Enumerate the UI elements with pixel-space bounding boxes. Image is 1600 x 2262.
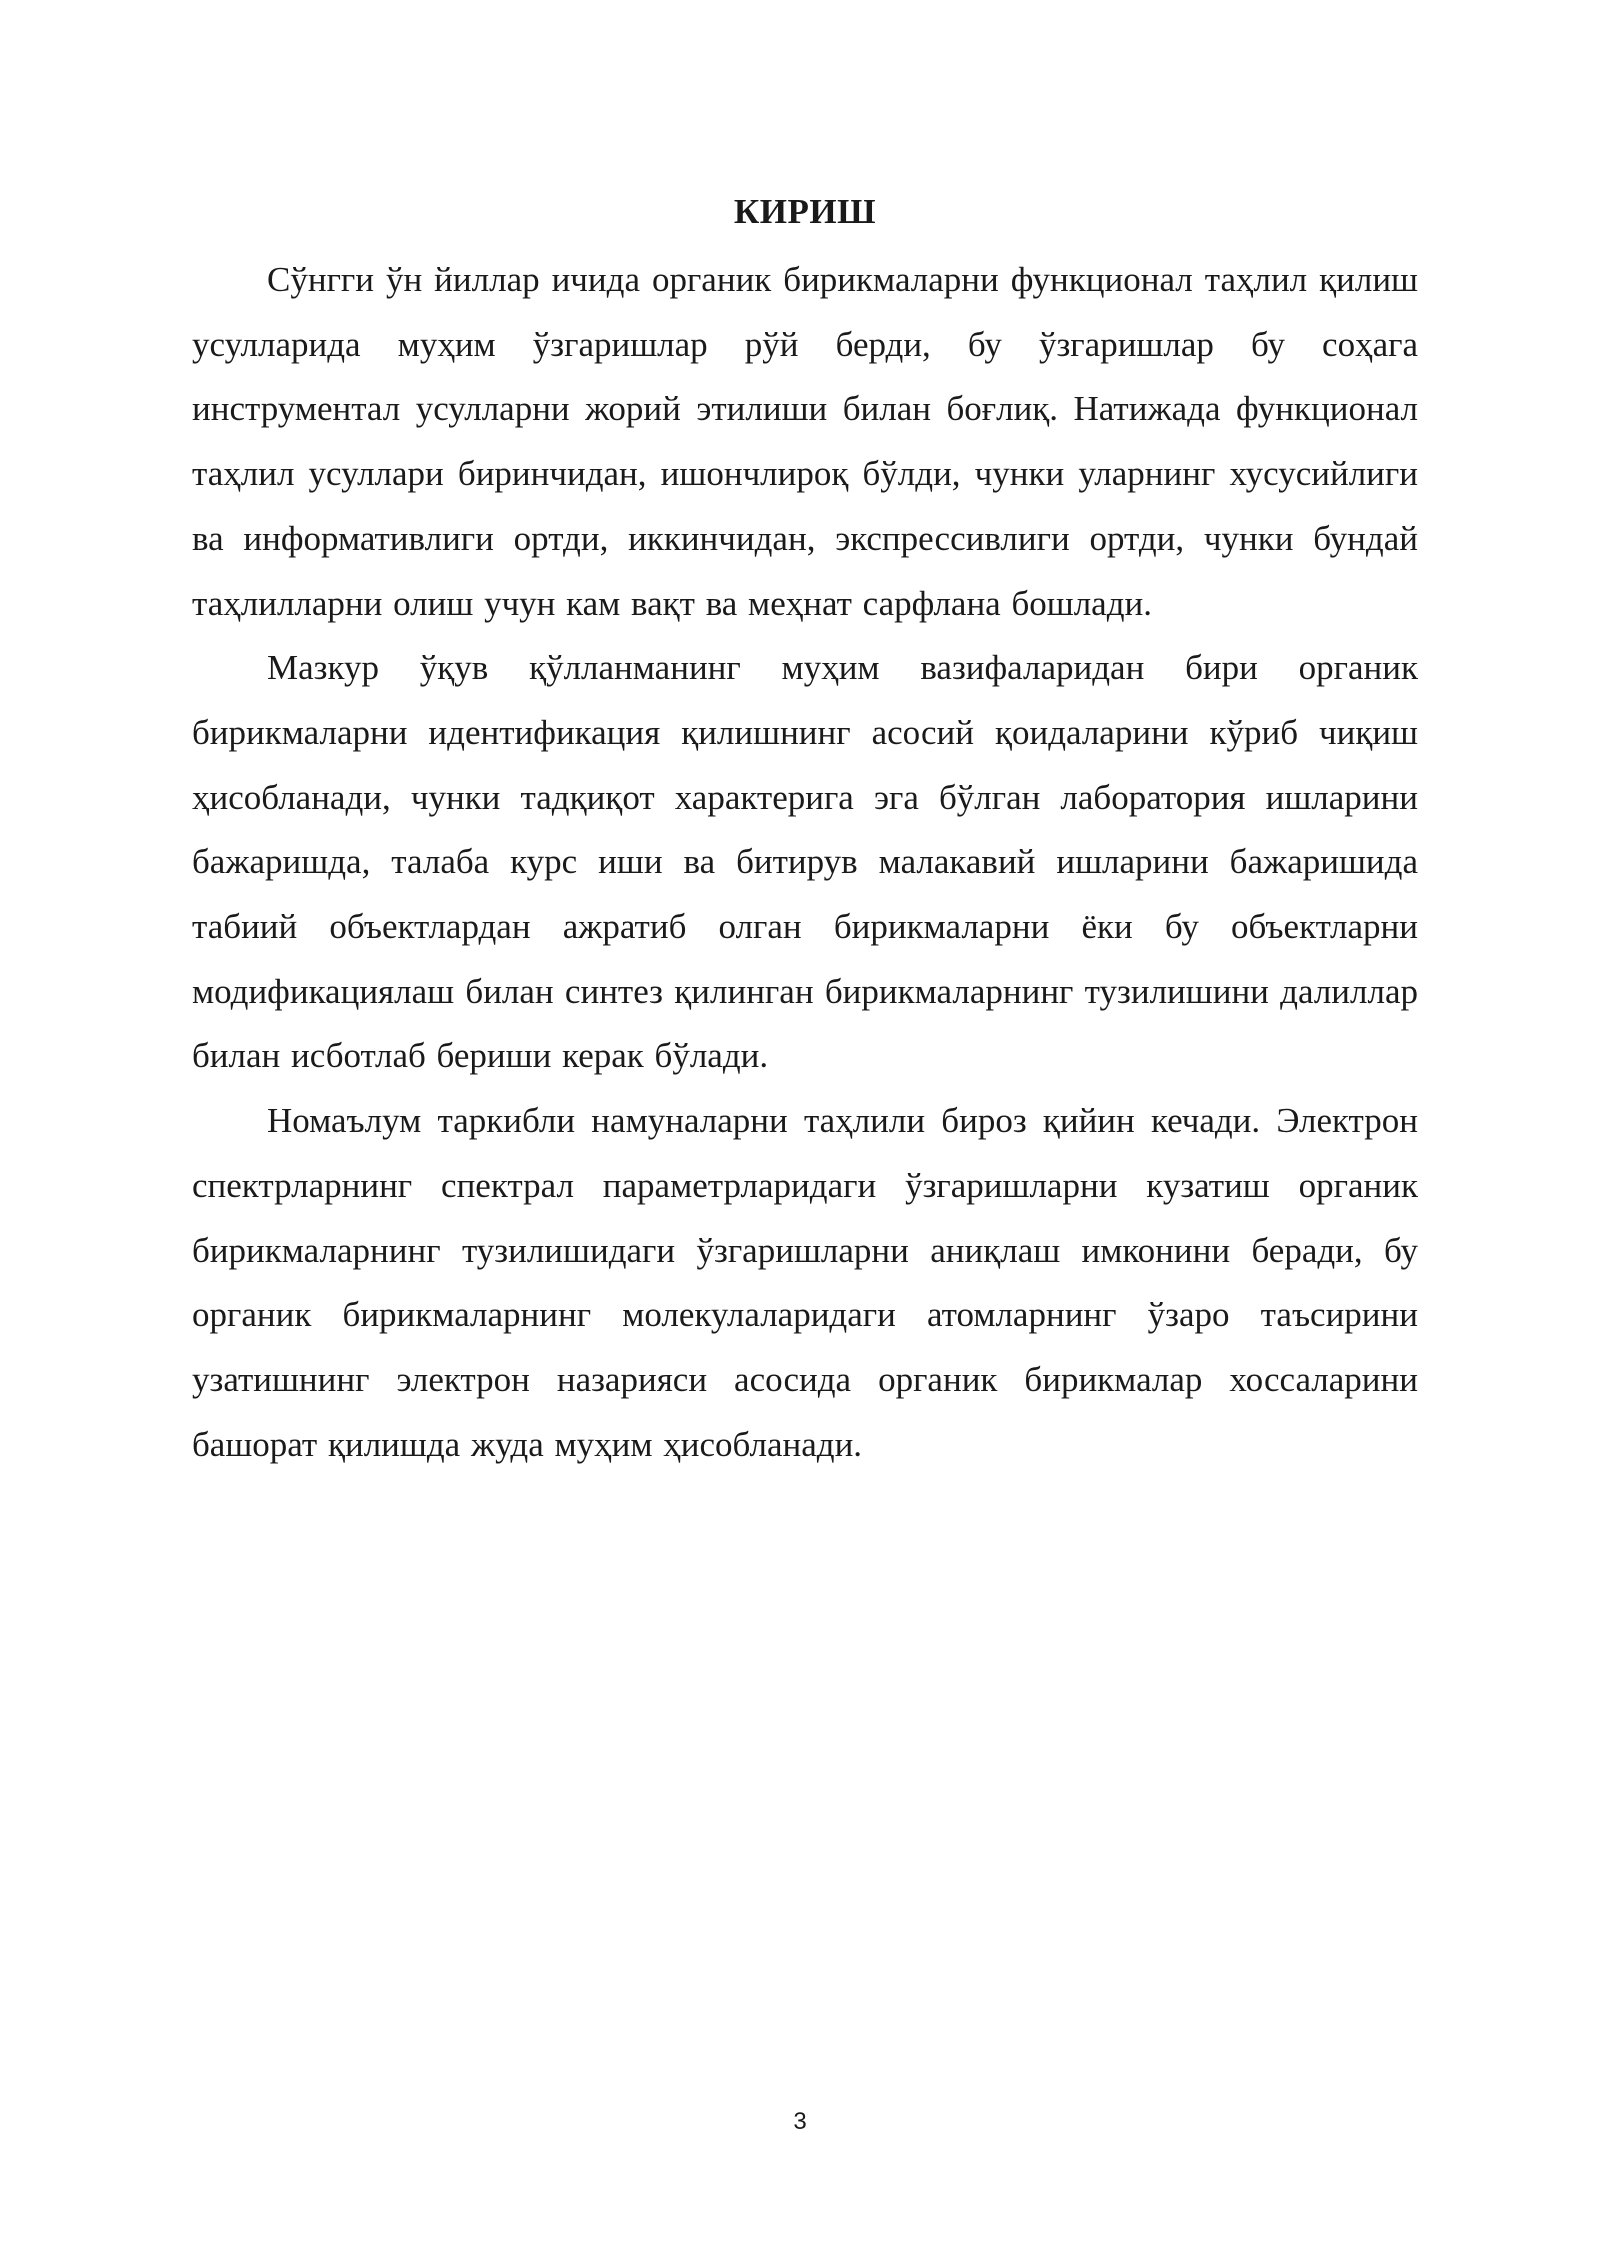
paragraph-3: Номаълум таркибли намуналарни таҳлили бироз қийин кечади. Электрон спектрларнинг спектрал параметрларидаги ўзгаришларни кузатиш органик бирикмаларнинг тузилишидаги ўзгаришларни аниқлаш имконини беради, бу органик бирикмаларнинг молекулаларидаги атомларнинг ўзаро таъсирини узатишнинг электрон назарияси асосида органик бирикмалар хоссаларини башорат қилишда жуда муҳим ҳисобланади. [192, 1101, 1418, 1464]
page-content [192, 176, 1418, 1477]
paragraph-2: Мазкур ўқув қўлланманинг муҳим вазифаларидан бири органик бирикмаларни идентификация қилишнинг асосий қоидаларини кўриб чиқиш ҳисобланади, чунки тадқиқот характерига эга бўлган лаборатория ишларини бажаришда, талаба курс иши ва битирув малакавий ишларини бажаришида табиий объектлардан ажратиб олган бирикмаларни ёки бу объектларни модификациялаш билан синтез қилинган бирикмаларнинг тузилишини далиллар билан исботлаб бериши керак бўлади. [192, 648, 1418, 1076]
page-number: 3 [793, 2108, 807, 2135]
section-title: КИРИШ [733, 192, 877, 231]
paragraph-1: Сўнгги ўн йиллар ичида органик бирикмаларни функционал таҳлил қилиш усулларида муҳим ўзгаришлар рўй берди, бу ўзгаришлар бу соҳага инструментал усулларни жорий этилиши билан боғлиқ. Натижада функционал таҳлил усуллари биринчидан, ишончлироқ бўлди, чунки уларнинг хусусийлиги ва информативлиги ортди, иккинчидан, экспрессивлиги ортди, чунки бундай таҳлилларни олиш учун кам вақт ва меҳнат сарфлана бошлади. [192, 260, 1418, 623]
